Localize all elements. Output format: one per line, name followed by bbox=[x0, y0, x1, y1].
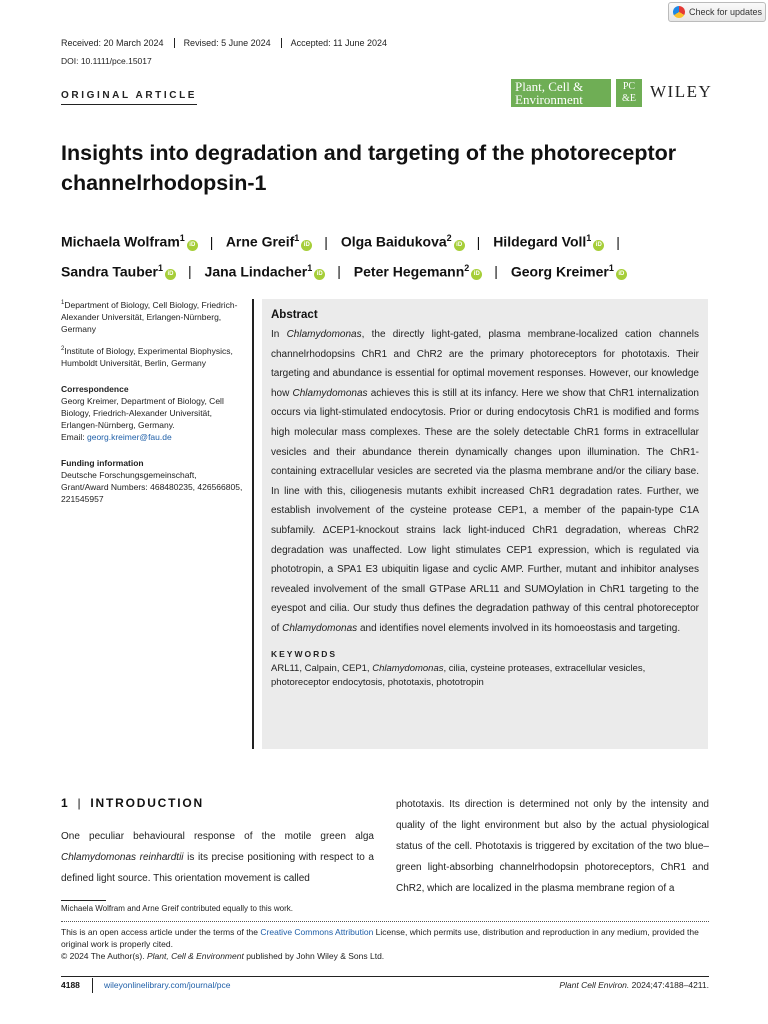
funding-heading: Funding information bbox=[61, 457, 144, 468]
abstract-italic: Chlamydomonas bbox=[286, 329, 362, 340]
author-line-1 bbox=[61, 225, 711, 255]
abstract-part: achieves this is still at its infancy. Here we show that ChR1 internalization occurs via light-stimulated endocytosis. Prior or during endocytosis ChR1 is modified and forms high molecular mass complexes. These are the solely detectable ChR1 forms in extracellular vesicles and their abundance therein dynamically changes upon illumination. The ChR1-containing extracellular vesicles are secreted via the plasma membrane and/or the ciliary base. In line with this, ciliogenesis mutants exhibit increased ChR1 degradation rates. Further, we establish involvement of the cysteine protease CEP1, a member of the papain-type C1A subfamily. ΔCEP1-knockout strains lack light-induced ChR1 degradation, whereas ChR2 degradation was unaffected. Low light stimulates CEP1 expression, which is regulated via phototropin, a SPA1 E3 ubiquitin ligase and cyclic AMP. Further, mutant and inhibitor analyses revealed involvement of the small GTPase ARL11 and SUMOylation in ChR1 targeting to the eyespot and cilia. Our study thus defines the degradation pathway of this central photoreceptor of bbox=[271, 387, 699, 634]
abstract-italic: Chlamydomonas bbox=[282, 622, 358, 634]
author-affiliation: 1 bbox=[179, 233, 185, 243]
introduction-right-column: phototaxis. Its direction is determined not only by the intensity and quality of the light environment but also by the actual physiological status of the cell. Phototaxis is triggered by excitation of the two blue–green light-absorbing channelrhodopsin photoreceptors, ChR1 and ChR2, which are localized in the plasma membrane region of a bbox=[396, 799, 709, 894]
introduction-left-column bbox=[61, 826, 374, 889]
footnote: Michaela Wolfram and Arne Greif contributed equally to this work. bbox=[61, 904, 293, 913]
copyright-part: © 2024 The Author(s). bbox=[61, 951, 147, 961]
footnote-rule bbox=[61, 900, 106, 901]
author-name[interactable]: Peter Hegemann bbox=[353, 263, 465, 280]
author-affiliation: 2 bbox=[464, 262, 470, 273]
cc-license-link[interactable]: Creative Commons Attribution bbox=[260, 927, 374, 937]
received-date: Received: 20 March 2024 bbox=[61, 38, 164, 48]
orcid-icon[interactable]: iD bbox=[314, 269, 325, 280]
article-title: Insights into degradation and targeting of the photoreceptor channelrhodopsin-1 bbox=[61, 141, 677, 195]
abstract-box bbox=[262, 299, 708, 749]
section-number: 1 bbox=[61, 796, 70, 810]
author-affiliation: 1 bbox=[294, 233, 300, 243]
abstract-heading: Abstract bbox=[271, 309, 318, 321]
journal-logo-line2: Environment bbox=[515, 92, 583, 107]
author-affiliation: 1 bbox=[586, 233, 592, 243]
intro-italic: Chlamydomonas reinhardtii bbox=[61, 852, 184, 863]
affiliation-marker: 1 bbox=[61, 300, 65, 306]
copyright-italic: Plant, Cell & Environment bbox=[146, 951, 244, 961]
footer-separator bbox=[92, 978, 93, 993]
affiliation-2 bbox=[61, 343, 246, 369]
keywords-part: ARL11, Calpain, CEP1, bbox=[271, 662, 373, 674]
orcid-icon[interactable]: iD bbox=[471, 269, 482, 280]
license-part: License, which permits use, distribution and reproduction in any medium, provided the original work is properly cited. bbox=[61, 927, 699, 949]
page-number: 4188 bbox=[61, 980, 80, 990]
orcid-icon[interactable]: iD bbox=[454, 240, 465, 251]
author-name[interactable]: Michaela Wolfram bbox=[61, 233, 180, 250]
orcid-icon[interactable]: iD bbox=[301, 240, 312, 251]
journal-logo bbox=[511, 79, 611, 107]
abstract-part: , the directly light-gated, plasma membrane-localized cation channels channelrhodopsins ChR1 and ChR2 are the primary photoreceptors for phototaxis. Their targeting and abundance is essential for optimal movement responses. However, our knowledge how bbox=[271, 329, 699, 399]
pce-logo-top: PC bbox=[622, 81, 636, 92]
author-name[interactable]: Hildegard Voll bbox=[493, 233, 587, 250]
orcid-icon[interactable]: iD bbox=[593, 240, 604, 251]
affiliation-1 bbox=[61, 297, 246, 335]
article-type: ORIGINAL ARTICLE bbox=[61, 90, 197, 105]
section-title: INTRODUCTION bbox=[90, 796, 204, 810]
author-list bbox=[61, 225, 711, 284]
author-line-2 bbox=[61, 255, 711, 285]
pce-logo-bottom: &E bbox=[622, 93, 636, 104]
author-affiliation: 1 bbox=[158, 262, 164, 273]
keywords-text bbox=[271, 662, 699, 690]
orcid-icon[interactable]: iD bbox=[187, 240, 198, 251]
author-affiliation: 2 bbox=[446, 233, 452, 243]
keywords-italic: Chlamydomonas bbox=[372, 662, 444, 674]
abstract-part: and identifies novel elements involved in its homoeostasis and targeting. bbox=[357, 622, 681, 634]
affiliation-text: Department of Biology, Cell Biology, Friedrich-Alexander Universität, Erlangen-Nürnberg, Germany bbox=[61, 299, 238, 334]
author-affiliation: 1 bbox=[307, 262, 313, 273]
article-info-column bbox=[61, 297, 246, 513]
abstract-italic: Chlamydomonas bbox=[292, 387, 368, 399]
email-link[interactable]: georg.kreimer@fau.de bbox=[87, 431, 172, 442]
author-name[interactable]: Olga Baidukova bbox=[340, 233, 447, 250]
author-separator: | bbox=[188, 263, 192, 280]
revised-date: Revised: 5 June 2024 bbox=[174, 38, 281, 48]
funding-text: Deutsche Forschungsgemeinschaft, Grant/Award Numbers: 468480235, 426566805, 221545957 bbox=[61, 469, 243, 504]
introduction-heading bbox=[61, 796, 204, 810]
intro-text: One peculiar behavioural response of the motile green alga bbox=[61, 831, 374, 842]
section-separator: | bbox=[77, 796, 83, 810]
orcid-icon[interactable]: iD bbox=[165, 269, 176, 280]
author-separator: | bbox=[209, 233, 214, 250]
check-for-updates-label: Check for updates bbox=[689, 7, 763, 17]
journal-site-link[interactable]: wileyonlinelibrary.com/journal/pce bbox=[104, 980, 231, 990]
keywords-heading: KEYWORDS bbox=[271, 648, 338, 659]
citation-journal: Plant Cell Environ. bbox=[559, 980, 630, 990]
license-divider bbox=[61, 921, 709, 922]
author-name[interactable]: Jana Lindacher bbox=[204, 263, 308, 280]
citation bbox=[559, 980, 709, 990]
correspondence-address: Georg Kreimer, Department of Biology, Cell Biology, Friedrich-Alexander Universität, Erlangen-Nürnberg, Germany. bbox=[61, 395, 224, 430]
intro-text: is its precise positioning with respect to a defined light source. This orientation movement is called bbox=[61, 852, 374, 884]
license-part: This is an open access article under the terms of the bbox=[61, 927, 261, 937]
correspondence-heading: Correspondence bbox=[61, 383, 129, 394]
author-separator: | bbox=[476, 233, 481, 250]
affiliation-text: Institute of Biology, Experimental Biophysics, Humboldt Universität, Berlin, Germany bbox=[61, 345, 233, 368]
crossmark-icon bbox=[673, 6, 685, 18]
accepted-date: Accepted: 11 June 2024 bbox=[281, 38, 397, 48]
abstract-part: In bbox=[271, 329, 287, 340]
author-separator: | bbox=[616, 233, 620, 250]
publisher-logo: WILEY bbox=[650, 82, 713, 101]
author-name[interactable]: Sandra Tauber bbox=[61, 263, 158, 280]
author-separator: | bbox=[324, 233, 328, 250]
citation-volume: 2024;47:4188–4211. bbox=[629, 980, 709, 990]
journal-logo-line1: Plant, Cell & bbox=[515, 79, 584, 94]
author-name[interactable]: Georg Kreimer bbox=[510, 263, 609, 280]
abstract-text bbox=[271, 325, 699, 639]
doi: DOI: 10.1111/pce.15017 bbox=[61, 56, 152, 66]
pce-logo bbox=[616, 79, 642, 107]
check-for-updates-button[interactable] bbox=[668, 2, 766, 22]
keywords-part: , cilia, cysteine proteases, extracellular vesicles, photoreceptor endocytosis, phototaxis, phototropin bbox=[271, 662, 646, 688]
email-label: Email: bbox=[61, 431, 85, 442]
abstract-divider bbox=[252, 299, 254, 749]
copyright-text bbox=[61, 950, 709, 962]
affiliation-marker: 2 bbox=[61, 345, 65, 352]
correspondence-text bbox=[61, 395, 246, 443]
author-separator: | bbox=[494, 263, 498, 280]
license-block bbox=[61, 926, 709, 962]
author-affiliation: 1 bbox=[608, 262, 614, 273]
license-text bbox=[61, 926, 709, 950]
author-separator: | bbox=[337, 263, 341, 280]
footer-rule bbox=[61, 976, 709, 977]
orcid-icon[interactable]: iD bbox=[616, 269, 627, 280]
article-dates bbox=[61, 38, 397, 48]
copyright-part: published by John Wiley & Sons Ltd. bbox=[243, 951, 385, 961]
author-name[interactable]: Arne Greif bbox=[225, 233, 295, 250]
